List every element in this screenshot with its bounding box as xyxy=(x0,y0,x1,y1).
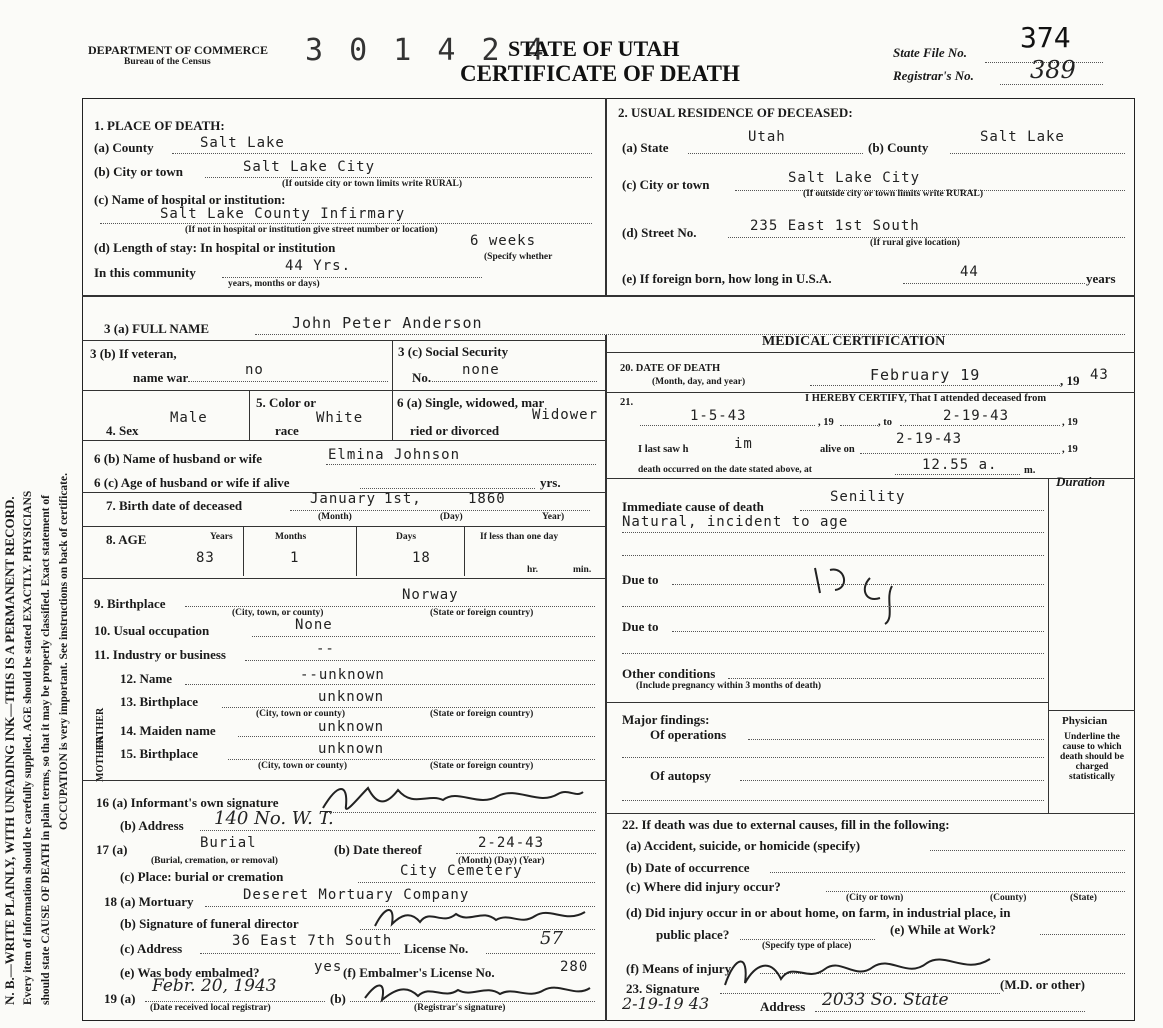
age-days: 18 xyxy=(412,550,431,566)
license-no: 57 xyxy=(540,928,563,949)
due-to-1-label: Due to xyxy=(622,572,659,587)
maiden-label: 14. Maiden name xyxy=(120,723,216,738)
immediate-cause: Senility xyxy=(830,489,906,505)
hospital-name: Salt Lake County Infirmary xyxy=(160,206,406,222)
registrar-sig-label: (b) xyxy=(330,991,346,1006)
spouse-label: 6 (b) Name of husband or wife xyxy=(94,451,263,466)
month-note: (Month) xyxy=(318,512,352,522)
autopsy-label: Of autopsy xyxy=(650,768,712,783)
city-label: (b) City or town xyxy=(94,164,183,179)
burial-date: 2-24-43 xyxy=(478,835,545,851)
dod-year-prefix: , 19 xyxy=(1060,373,1080,388)
major-findings-label: Major findings: xyxy=(622,712,710,727)
physician-note-title: Physician xyxy=(1062,715,1108,727)
age-years: 83 xyxy=(196,550,215,566)
birthplace: Norway xyxy=(402,587,459,603)
mother-birth-label: 15. Birthplace xyxy=(120,746,198,761)
physician-address-label: Address xyxy=(760,999,806,1014)
spouse-name: Elmina Johnson xyxy=(328,447,461,463)
age-label: 8. AGE xyxy=(106,532,147,547)
spouse-age-label: 6 (c) Age of husband or wife if alive xyxy=(94,475,290,490)
full-name-label: 3 (a) FULL NAME xyxy=(104,321,210,336)
due-to-2-label: Due to xyxy=(622,619,659,634)
foreign-label: (e) If foreign born, how long in U.S.A. xyxy=(622,271,832,286)
occupation: None xyxy=(295,617,333,633)
state-file-no: 374 xyxy=(1020,21,1071,54)
father-birth-label: 13. Birthplace xyxy=(120,694,198,709)
registrar-no: 389 xyxy=(1030,56,1076,84)
mb-state-note: (State or foreign country) xyxy=(430,761,534,771)
res-state-label: (a) State xyxy=(622,140,669,155)
physician-sig-label: 23. Signature xyxy=(626,981,700,996)
day-note: (Day) xyxy=(440,512,463,522)
veteran-label: 3 (b) If veteran, xyxy=(90,346,177,361)
received-date: Febr. 20, 1943 xyxy=(152,976,277,996)
side-note-2: Every item of information should be carefully supplied. AGE should be stated EXACTLY. PHYSICIANS xyxy=(22,490,34,1005)
embalmer-no: 280 xyxy=(560,959,589,975)
embalmed-label: (e) Was body embalmed? xyxy=(120,965,260,980)
ssn-sub: No. xyxy=(412,370,432,385)
occurred-label: death occurred on the date stated above, at xyxy=(638,465,812,475)
dod-year: 43 xyxy=(1090,367,1109,383)
res-state: Utah xyxy=(748,129,786,145)
community-label: In this community xyxy=(94,265,196,280)
father-name-label: 12. Name xyxy=(120,671,172,686)
duration-label: Duration xyxy=(1056,474,1106,489)
marital-sub: ried or divorced xyxy=(410,423,500,438)
occupation-label: 10. Usual occupation xyxy=(94,623,210,638)
stay-label: (d) Length of stay: In hospital or institution xyxy=(94,240,336,255)
last-saw-date: 2-19-43 xyxy=(896,431,963,447)
res-city: Salt Lake City xyxy=(788,170,921,186)
industry-label: 11. Industry or business xyxy=(94,647,226,662)
bureau-label: Bureau of the Census xyxy=(124,57,211,67)
attended-from: 1-5-43 xyxy=(690,408,747,424)
fb-city-note: (City, town or county) xyxy=(256,709,346,719)
foreign-years: 44 xyxy=(960,264,979,280)
due-to-scribble xyxy=(800,558,920,628)
birth-month: January xyxy=(310,491,377,507)
registrar-sig-note: (Registrar's signature) xyxy=(414,1003,506,1013)
res-county-label: (b) County xyxy=(868,140,929,155)
city-note: (If outside city or town limits write RURAL) xyxy=(282,179,463,189)
burial-label: 17 (a) xyxy=(96,842,128,857)
city-town-note: (City or town) xyxy=(846,893,904,903)
side-note-1: N. B.—WRITE PLAINLY, WITH UNFADING INK—THIS IS A PERMANENT RECORD. xyxy=(2,496,17,1005)
physician-signature xyxy=(715,945,995,995)
race-value: White xyxy=(316,410,364,426)
side-note-3: should state CAUSE OF DEATH in plain terms, so that it may be properly classified. Exact statement of xyxy=(40,495,52,1005)
stay-hospital: 6 weeks xyxy=(470,233,537,249)
res-street: 235 East 1st South xyxy=(750,218,920,234)
specify-place-note: (Specify type of place) xyxy=(762,941,852,951)
res-city-label: (c) City or town xyxy=(622,177,710,192)
medical-heading: MEDICAL CERTIFICATION xyxy=(762,334,946,349)
registrar-label: Registrar's No. xyxy=(893,68,974,83)
color-label: 5. Color or xyxy=(256,395,317,410)
state-title: STATE OF UTAH xyxy=(508,36,680,61)
res-city-note: (If outside city or town limits write RURAL) xyxy=(803,189,984,199)
nineteen-1: , 19 xyxy=(818,417,834,428)
place-of-death-heading: 1. PLACE OF DEATH: xyxy=(94,118,225,133)
last-saw-label: I last saw h xyxy=(638,444,689,455)
months-col: Months xyxy=(275,532,307,542)
lessday-col: If less than one day xyxy=(480,532,559,542)
min-label: min. xyxy=(573,565,592,575)
m-label: m. xyxy=(1024,465,1036,476)
burial-note: (Burial, cremation, or removal) xyxy=(151,856,278,866)
county-note: (County) xyxy=(990,893,1027,903)
burial-date-note: (Month) (Day) (Year) xyxy=(458,856,545,866)
home-label: (d) Did injury occur in or about home, on farm, in industrial place, in xyxy=(626,905,1011,920)
community-note: years, months or days) xyxy=(228,279,320,289)
hospital-label: (c) Name of hospital or institution: xyxy=(94,192,286,207)
yrs-label: yrs. xyxy=(540,475,561,490)
burial-method: Burial xyxy=(200,835,257,851)
county-label: (a) County xyxy=(94,140,154,155)
physician-sig-date: 2-19-19 43 xyxy=(622,994,710,1013)
father-birthplace: unknown xyxy=(318,689,385,705)
death-time: 12.55 a. xyxy=(922,457,998,473)
bp-city-note: (City, town, or county) xyxy=(232,608,324,618)
mortuary-label: 18 (a) Mortuary xyxy=(104,894,194,909)
sex-label: 4. Sex xyxy=(106,423,139,438)
mortuary: Deseret Mortuary Company xyxy=(243,887,470,903)
other-conditions-label: Other conditions xyxy=(622,666,716,681)
ssn-label: 3 (c) Social Security xyxy=(398,344,509,359)
page-title: CERTIFICATE OF DEATH xyxy=(460,61,740,86)
sex-value: Male xyxy=(170,410,208,426)
dod-label: 20. DATE OF DEATH xyxy=(620,363,721,374)
certify-num: 21. xyxy=(620,397,634,408)
work-label: (e) While at Work? xyxy=(890,922,997,937)
street-label: (d) Street No. xyxy=(622,225,697,240)
informant-sig-label: 16 (a) Informant's own signature xyxy=(96,795,279,810)
marital-label: 6 (a) Single, widowed, mar xyxy=(397,395,545,410)
where-label: (c) Where did injury occur? xyxy=(626,879,781,894)
serial-number: 3 0 1 4 2 4 xyxy=(305,33,548,68)
received-note: (Date received local registrar) xyxy=(150,1003,271,1013)
birth-year: 1860 xyxy=(468,491,506,507)
received-label: 19 (a) xyxy=(104,991,136,1006)
physician-address: 2033 So. State xyxy=(822,990,949,1010)
informant-address-label: (b) Address xyxy=(120,818,184,833)
immediate-cause-2: Natural, incident to age xyxy=(622,514,849,530)
md-label: (M.D. or other) xyxy=(1000,977,1085,992)
birthplace-label: 9. Birthplace xyxy=(94,596,166,611)
mortuary-address: 36 East 7th South xyxy=(232,933,393,949)
father-name: --unknown xyxy=(300,667,385,683)
veteran-sub: name war xyxy=(133,370,189,385)
to-label: , to xyxy=(878,417,892,428)
side-note-4: OCCUPATION is very important. See instructions on back of certificate. xyxy=(58,473,70,830)
age-months: 1 xyxy=(290,550,300,566)
nineteen-3: , 19 xyxy=(1062,444,1078,455)
operations-label: Of operations xyxy=(650,727,727,742)
dod-month-day: February 19 xyxy=(870,366,981,384)
dept-label: DEPARTMENT OF COMMERCE xyxy=(88,43,269,57)
year-note: Year) xyxy=(542,512,565,522)
street-note: (If rural give location) xyxy=(870,238,960,248)
hospital-note: (If not in hospital or institution give street number or location) xyxy=(185,225,438,235)
accident-label: (a) Accident, suicide, or homicide (specify) xyxy=(626,838,861,853)
burial-place: City Cemetery xyxy=(400,863,523,879)
years-label: years xyxy=(1086,271,1116,286)
stay-note: (Specify whether xyxy=(484,252,553,262)
death-city: Salt Lake City xyxy=(243,159,376,175)
nineteen-2: , 19 xyxy=(1062,417,1078,428)
means-label: (f) Means of injury xyxy=(626,961,732,976)
embalmer-label: (f) Embalmer's License No. xyxy=(343,965,495,980)
embalmed: yes xyxy=(314,959,343,975)
mb-city-note: (City, town or county) xyxy=(258,761,348,771)
veteran-war: no xyxy=(245,362,264,378)
other-note: (Include pregnancy within 3 months of death) xyxy=(636,681,822,691)
public-label: public place? xyxy=(656,927,730,942)
mother-birthplace: unknown xyxy=(318,741,385,757)
immediate-label: Immediate cause of death xyxy=(622,499,764,514)
maiden-name: unknown xyxy=(318,719,385,735)
dod-note: (Month, day, and year) xyxy=(652,377,746,387)
place-label: (c) Place: burial or cremation xyxy=(120,869,284,884)
residence-heading: 2. USUAL RESIDENCE OF DECEASED: xyxy=(618,105,853,120)
alive-label: alive on xyxy=(820,444,855,455)
state-file-label: State File No. xyxy=(893,45,968,60)
ssn-value: none xyxy=(462,362,500,378)
fb-state-note: (State or foreign country) xyxy=(430,709,534,719)
hr-label: hr. xyxy=(527,565,539,575)
license-label: License No. xyxy=(404,941,469,956)
full-name: John Peter Anderson xyxy=(292,314,483,332)
mother-label: MOTHER xyxy=(95,736,106,782)
informant-address: 140 No. W. T. xyxy=(214,808,334,829)
birth-label: 7. Birth date of deceased xyxy=(106,498,243,513)
marital-value: Widower xyxy=(532,407,599,423)
certify-text: I HEREBY CERTIFY, That I attended deceased from xyxy=(805,393,1047,404)
attended-to: 2-19-43 xyxy=(943,408,1010,424)
address2-label: (c) Address xyxy=(120,941,183,956)
race-label: race xyxy=(275,423,299,438)
birth-day: 1st, xyxy=(384,491,422,507)
state-note: (State) xyxy=(1070,893,1097,903)
director-label: (b) Signature of funeral director xyxy=(120,916,299,931)
industry: -- xyxy=(316,641,335,657)
bp-state-note: (State or foreign country) xyxy=(430,608,534,618)
burial-date-label: (b) Date thereof xyxy=(334,842,422,857)
physician-note: Underline the cause to which death should be charged statistically xyxy=(1060,732,1124,782)
days-col: Days xyxy=(396,532,417,542)
stay-community: 44 Yrs. xyxy=(285,258,352,274)
last-saw-him: im xyxy=(734,436,753,452)
father-label: FATHER xyxy=(95,707,106,748)
death-county: Salt Lake xyxy=(200,135,285,151)
external-label: 22. If death was due to external causes, fill in the following: xyxy=(622,817,950,832)
years-col: Years xyxy=(210,532,233,542)
res-county: Salt Lake xyxy=(980,129,1065,145)
occurrence-label: (b) Date of occurrence xyxy=(626,860,750,875)
